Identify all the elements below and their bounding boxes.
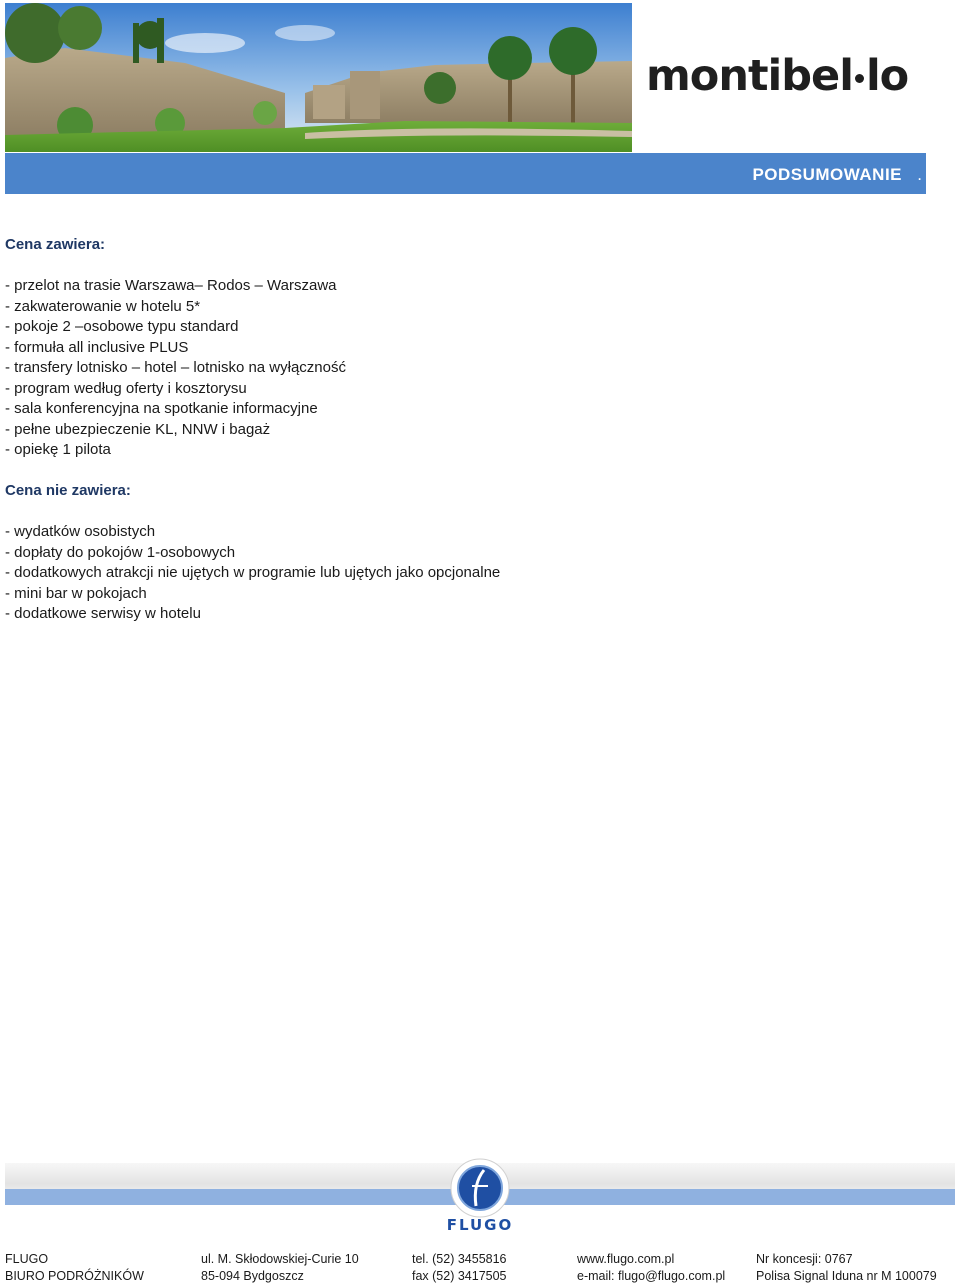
includes-section <box>5 235 905 461</box>
brand-dot-icon <box>855 74 864 83</box>
footer-insurance: Polisa Signal Iduna nr M 100079 <box>756 1269 937 1283</box>
list-item: - pokoje 2 –osobowe typu standard <box>5 318 239 335</box>
footer-tel: tel. (52) 3455816 <box>412 1252 507 1266</box>
footer-web-col <box>577 1251 725 1285</box>
footer-company-type: BIURO PODRÓŻNIKÓW <box>5 1269 144 1283</box>
list-item: - transfery lotnisko – hotel – lotnisko na wyłączność <box>5 359 346 376</box>
footer-street: ul. M. Skłodowskiej-Curie 10 <box>201 1252 359 1266</box>
title-bar <box>5 153 926 194</box>
flugo-logo-text: FLUGO <box>446 1216 514 1234</box>
list-item: - pełne ubezpieczenie KL, NNW i bagaż <box>5 420 271 438</box>
footer-fax: fax (52) 3417505 <box>412 1269 507 1283</box>
footer-address-col <box>201 1251 359 1285</box>
title-dot: . <box>917 165 922 184</box>
list-item: - program według oferty i kosztorysu <box>5 379 247 397</box>
footer-city: 85-094 Bydgoszcz <box>201 1269 304 1283</box>
brand-name: montibel <box>646 51 853 101</box>
excludes-list <box>5 522 905 625</box>
includes-list <box>5 276 905 461</box>
page-title: PODSUMOWANIE <box>752 165 902 184</box>
list-item: - opiekę 1 pilota <box>5 441 111 458</box>
summary-content <box>5 235 905 645</box>
excludes-heading: Cena nie zawiera: <box>5 482 131 499</box>
footer-company-col <box>5 1251 144 1285</box>
brand-logo <box>646 52 916 100</box>
fortress-panorama-image <box>5 3 632 152</box>
excludes-section <box>5 481 905 625</box>
flugo-logo <box>446 1158 514 1234</box>
header-photo <box>5 3 632 152</box>
footer-phone-col <box>412 1251 507 1285</box>
list-item: - mini bar w pokojach <box>5 584 147 602</box>
footer-www-link[interactable]: www.flugo.com.pl <box>577 1252 675 1266</box>
footer-company: FLUGO <box>5 1252 49 1266</box>
list-item: - dodatkowych atrakcji nie ujętych w programie lub ujętych jako opcjonalne <box>5 564 501 581</box>
list-item: - dodatkowe serwisy w hotelu <box>5 605 201 622</box>
list-item: - wydatków osobistych <box>5 523 156 540</box>
list-item: - dopłaty do pokojów 1-osobowych <box>5 543 236 561</box>
brand-suffix: lo <box>865 51 909 101</box>
list-item: - formuła all inclusive PLUS <box>5 338 189 356</box>
list-item: - przelot na trasie Warszawa– Rodos – Warszawa <box>5 277 337 294</box>
footer-email-link[interactable]: e-mail: flugo@flugo.com.pl <box>577 1269 726 1283</box>
footer-license: Nr koncesji: 0767 <box>756 1252 853 1266</box>
list-item: - sala konferencyjna na spotkanie informacyjne <box>5 400 318 417</box>
includes-heading: Cena zawiera: <box>5 236 106 253</box>
footer-license-col <box>756 1251 937 1285</box>
flugo-logo-icon <box>446 1158 514 1234</box>
list-item: - zakwaterowanie w hotelu 5* <box>5 297 201 315</box>
